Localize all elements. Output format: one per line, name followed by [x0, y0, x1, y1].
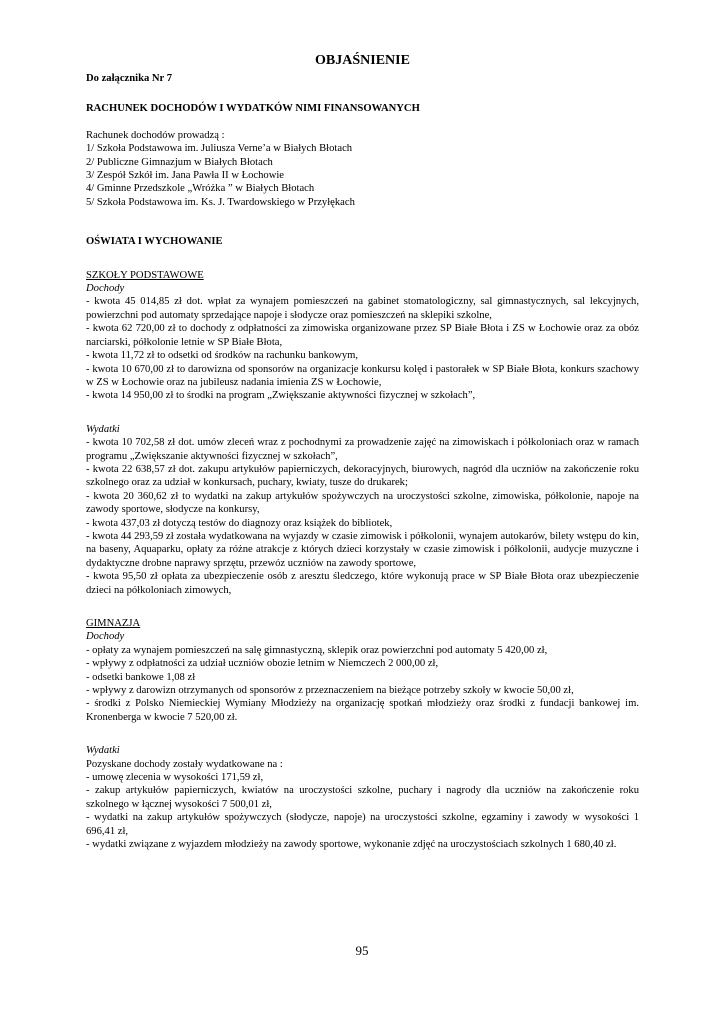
- list-item: - zakup artykułów papierniczych, kwiatów na uroczystości szkolne, puchary i nagrody dla uczniów na zakończenie roku szkolnego w łącznej wysokości 7 500,01 zł,: [86, 785, 639, 810]
- main-heading: RACHUNEK DOCHODÓW I WYDATKÓW NIMI FINANSOWANYCH: [86, 103, 420, 115]
- gymnasium-section: [86, 617, 639, 852]
- list-item: - środki z Polsko Niemieckiej Wymiany Młodzieży na organizację spotkań młodzieży oraz środki z fundacji bankowej im. Kronenberga w kwocie 7 520,00 zł.: [86, 698, 639, 723]
- list-item: - wydatki związane z wyjazdem młodzieży na zawody sportowe, wykonanie zdjęć na uroczystościach szkolnych 1 680,40 zł.: [86, 839, 617, 851]
- list-item: - kwota 10 670,00 zł to darowizna od sponsorów na organizacje konkursu kolęd i pastorałek w SP Białe Błota, konkurs szachowy w ZS w Łochowie oraz na jubileusz nadania imienia ZS w Łochowie,: [86, 363, 639, 388]
- primary-schools-section: [86, 269, 639, 597]
- list-item: - wydatki na zakup artykułów spożywczych (słodycze, napoje) na uroczystości szkolne, egzaminy i zawody w wysokości 1 696,41 zł,: [86, 812, 639, 837]
- expense-label: Wydatki: [86, 745, 120, 757]
- list-item: - kwota 44 293,59 zł została wydatkowana na wyjazdy w czasie zimowisk i półkolonii, wynajem autokarów, bilety wstępu do kin, na baseny, Aquaparku, opłaty za różne atrakcje z których dzieci korzystały w czasie zimowisk i półkolonii, audycje muzyczne i dydaktyczne drobne naprawy sprzętu, przewóz uczniów na zawody sportowe,: [86, 530, 639, 569]
- list-item: - odsetki bankowe 1,08 zł: [86, 671, 196, 683]
- list-item: - kwota 20 360,62 zł to wydatki na zakup artykułów spożywczych na uroczystości szkolne, zimowiska, półkolonie, napoje na zawody sportowe, słodycze na konkursy,: [86, 490, 639, 516]
- page-number: 95: [355, 943, 369, 958]
- subsection-heading: SZKOŁY PODSTAWOWE: [86, 269, 204, 281]
- document-title: OBJAŚNIENIE: [315, 53, 410, 68]
- list-item: - kwota 14 950,00 zł to środki na program „Zwiększanie aktywności fizycznej w szkołach”,: [86, 390, 476, 402]
- list-item: - kwota 22 638,57 zł dot. zakupu artykułów papierniczych, dekoracyjnych, biurowych, nagród dla uczniów na zakończenie roku szkolnego oraz za udział w konkursach, puchary, kwiaty, tusze do drukarek;: [86, 463, 639, 489]
- section-heading: OŚWIATA I WYCHOWANIE: [86, 236, 223, 248]
- list-item: - opłaty za wynajem pomieszczeń na salę gimnastyczną, sklepik oraz powierzchni pod automaty 5 420,00 zł,: [86, 644, 548, 656]
- school-list: [86, 142, 639, 209]
- list-item: - kwota 62 720,00 zł to dochody z odpłatności za zimowiska organizowane przez SP Białe Błota i ZS w Łochowie oraz za obóz narciarski, półkolonie letnie w SP Białe Błota,: [86, 323, 639, 348]
- list-item: 4/ Gminne Przedszkole „Wróżka ” w Białych Błotach: [86, 183, 315, 195]
- list-item: - wpływy z darowizn otrzymanych od sponsorów z przeznaczeniem na bieżące potrzeby szkoły w kwocie 50,00 zł,: [86, 685, 574, 697]
- income-label: Dochody: [86, 283, 125, 295]
- list-item: - kwota 10 702,58 zł dot. umów zleceń wraz z pochodnymi za prowadzenie zajęć na zimowiskach i półkoloniach oraz w ramach programu „Zwiększanie aktywności fizycznej w szkołach”,: [86, 437, 639, 462]
- attachment-reference: Do załącznika Nr 7: [86, 73, 173, 84]
- document-page: [86, 52, 639, 852]
- list-item: 3/ Zespół Szkół im. Jana Pawła II w Łochowie: [86, 170, 285, 182]
- list-item: 1/ Szkoła Podstawowa im. Juliusza Verne’a w Białych Błotach: [86, 143, 353, 155]
- list-item: 2/ Publiczne Gimnazjum w Białych Błotach: [86, 156, 273, 168]
- list-item: - wpływy z odpłatności za udział uczniów obozie letnim w Niemczech 2 000,00 zł,: [86, 658, 439, 670]
- list-item: 5/ Szkoła Podstawowa im. Ks. J. Twardowskiego w Przyłękach: [86, 196, 355, 208]
- intro-text: Rachunek dochodów prowadzą :: [86, 129, 225, 141]
- list-item: - umowę zlecenia w wysokości 171,59 zł,: [86, 772, 264, 784]
- expense-label: Wydatki: [86, 423, 120, 435]
- list-item: - kwota 95,50 zł opłata za ubezpieczenie osób z aresztu śledczego, które wykonują prace w SP Białe Błota oraz ubezpieczenie dzieci na półkoloniach zimowych,: [86, 571, 639, 596]
- income-label: Dochody: [86, 631, 125, 643]
- list-item: - kwota 11,72 zł to odsetki od środków na rachunku bankowym,: [86, 350, 359, 362]
- list-item: - kwota 45 014,85 zł dot. wpłat za wynajem pomieszczeń na gabinet stomatologiczny, sal gimnastycznych, sal lekcyjnych, powierzchni pod automaty sprzedające napoje i słodycze oraz pomieszczeń na sklepiki szkolne,: [86, 296, 639, 321]
- list-item: - kwota 437,03 zł dotyczą testów do diagnozy oraz książek do bibliotek,: [86, 517, 393, 529]
- expense-intro: Pozyskane dochody zostały wydatkowane na :: [86, 758, 283, 770]
- subsection-heading: GIMNAZJA: [86, 618, 141, 629]
